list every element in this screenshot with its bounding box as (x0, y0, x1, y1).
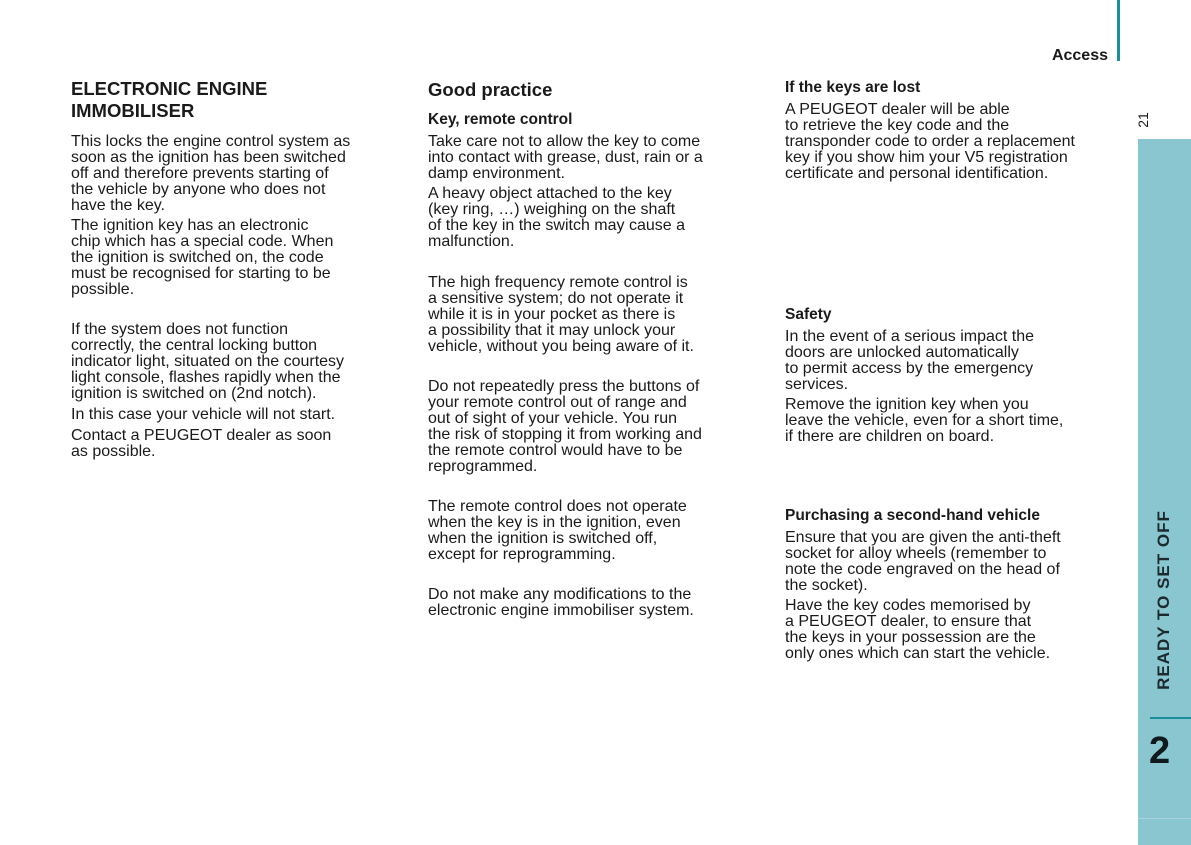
col1-paragraph: Contact a PEUGEOT dealer as soon as possible. (71, 427, 332, 460)
header-rule (1117, 0, 1120, 61)
col2-subtitle: Key, remote control (428, 111, 573, 128)
page-number: 21 (1134, 112, 1151, 128)
col1-paragraph: The ignition key has an electronic chip which has a special code. When the ignition is switched on, the code must be recognised for starting to be possible. (71, 217, 334, 298)
col2-paragraph: Do not make any modifications to the electronic engine immobiliser system. (428, 586, 694, 619)
purchase-paragraph: Ensure that you are given the anti-theft socket for alloy wheels (remember to note the code engraved on the head of the socket). (785, 529, 1061, 594)
safety-heading: Safety (785, 306, 832, 323)
col2-paragraph: A heavy object attached to the key (key ring, …) weighing on the shaft of the key in the switch may cause a malfunction. (428, 185, 686, 250)
col1-paragraph: If the system does not function correctly, the central locking button indicator light, situated on the courtesy light console, flashes rapidly when the ignition is switched on (2nd notch). (71, 321, 345, 402)
col2-paragraph: Do not repeatedly press the buttons of your remote control out of range and out of sight of your vehicle. You run the risk of stopping it from working and the remote control would have to be reprogrammed. (428, 378, 702, 475)
col1-paragraph: This locks the engine control system as soon as the ignition has been switched off and therefore prevents starting of the vehicle by anyone who does not have the key. (71, 133, 351, 214)
col2-title: Good practice (428, 79, 553, 100)
chapter-title: READY TO SET OFF (1154, 510, 1173, 690)
chapter-rule (1150, 717, 1191, 719)
col2-paragraph: The high frequency remote control is a sensitive system; do not operate it while it is in your pocket as there is a possibility that it may unlock your vehicle, without you being aware of it. (428, 274, 694, 355)
col1-paragraph: In this case your vehicle will not start. (71, 406, 336, 423)
safety-paragraph: Remove the ignition key when you leave the vehicle, even for a short time, if there are children on board. (785, 396, 1064, 445)
keys-lost-text: A PEUGEOT dealer will be able to retrieve the key code and the transponder code to order a replacement key if you show him your V5 registration certificate and personal identification. (785, 101, 1075, 182)
section-title: Access (1051, 47, 1108, 64)
keys-lost-heading: If the keys are lost (785, 79, 921, 96)
purchase-paragraph: Have the key codes memorised by a PEUGEOT dealer, to ensure that the keys in your possession are the only ones which can start the vehicle. (785, 597, 1051, 662)
chapter-number: 2 (1149, 730, 1171, 772)
chapter-tab-divider (1138, 818, 1191, 819)
col2-paragraph: The remote control does not operate when the key is in the ignition, even when the ignition is switched off, except for reprogramming. (428, 498, 687, 563)
col1-title: ELECTRONIC ENGINE IMMOBILISER (71, 78, 268, 121)
purchase-heading: Purchasing a second-hand vehicle (785, 507, 1040, 524)
safety-paragraph: In the event of a serious impact the doors are unlocked automatically to permit access by the emergency services. (785, 328, 1035, 393)
col2-paragraph: Take care not to allow the key to come into contact with grease, dust, rain or a damp environment. (428, 133, 703, 182)
